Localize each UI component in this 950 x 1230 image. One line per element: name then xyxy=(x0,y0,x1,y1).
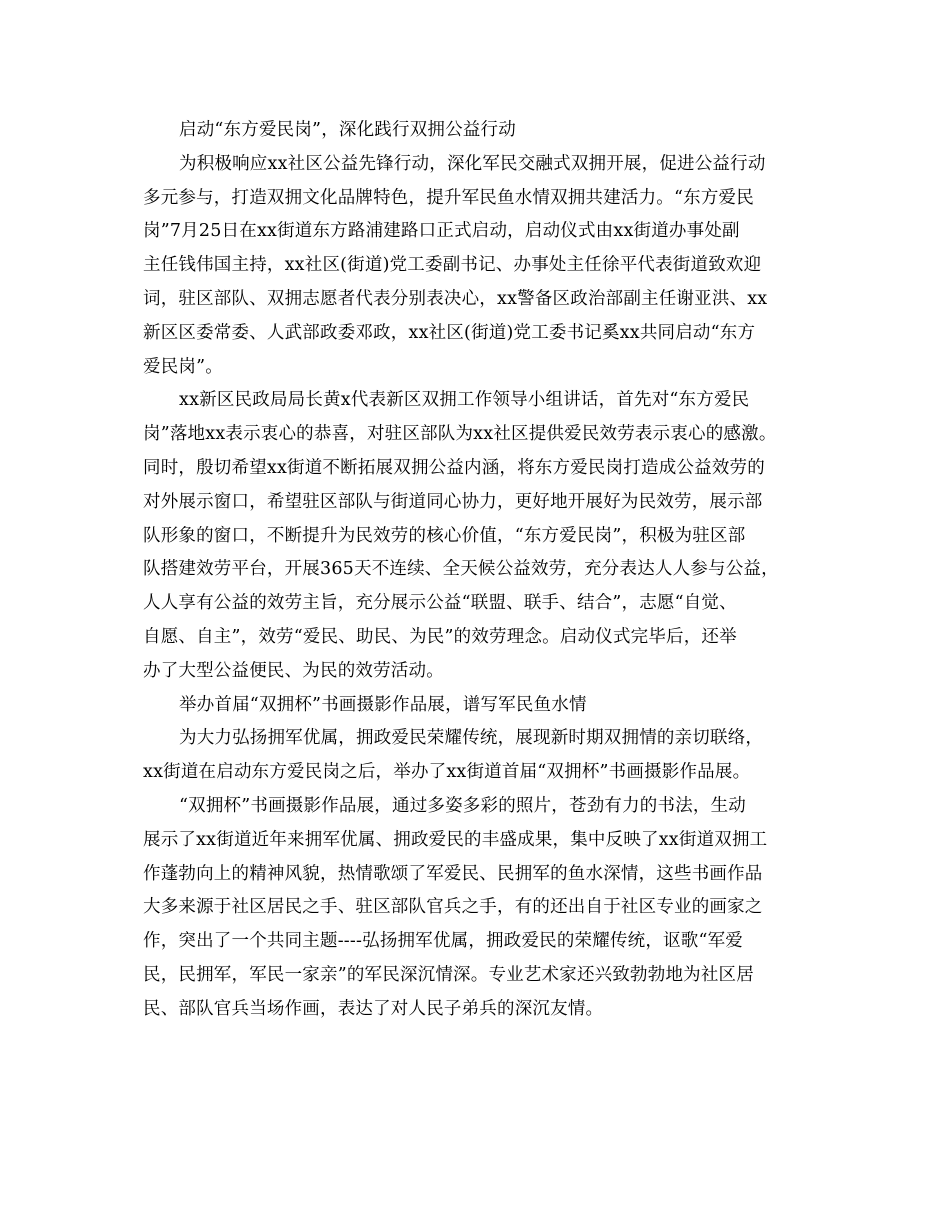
paragraph-line: 岗”7月25日在xx街道东方路浦建路口正式启动，启动仪式由xx街道办事处副 xyxy=(143,221,740,242)
section-heading-2: 举办首届“双拥杯”书画摄影作品展，谱写军民鱼水情 xyxy=(179,694,587,715)
paragraph-line: 词，驻区部队、双拥志愿者代表分别表决心，xx警备区政治部副主任谢亚洪、xx xyxy=(143,288,768,309)
paragraph-line: 自愿、自主”，效劳“爱民、助民、为民”的效劳理念。启动仪式完毕后，还举 xyxy=(143,626,737,647)
paragraph-line: 展示了xx街道近年来拥军优属、拥政爱民的丰盛成果，集中反映了xx街道双拥工 xyxy=(143,829,768,850)
paragraph-line: 大多来源于社区居民之手、驻区部队官兵之手，有的还出自于社区专业的画家之 xyxy=(143,897,763,918)
paragraph-line: 爱民岗”。 xyxy=(143,356,223,377)
paragraph-line: xx新区民政局局长黄x代表新区双拥工作领导小组讲话，首先对“东方爱民 xyxy=(179,390,750,411)
paragraph-line: 对外展示窗口，希望驻区部队与街道同心协力，更好地开展好为民效劳，展示部 xyxy=(143,491,763,512)
section-heading-1: 启动“东方爱民岗”，深化践行双拥公益行动 xyxy=(179,120,516,140)
paragraph-line: 队搭建效劳平台，开展365天不连续、全天候公益效劳，充分表达人人参与公益， xyxy=(143,559,779,580)
paragraph-line: 民、部队官兵当场作画，表达了对人民子弟兵的深沉友情。 xyxy=(143,998,604,1019)
paragraph-line: 民，民拥军，军民一家亲”的军民深沉情深。专业艺术家还兴致勃勃地为社区居 xyxy=(143,964,754,985)
paragraph-line: 新区区委常委、人武部政委邓政，xx社区(街道)党工委书记奚xx共同启动“东方 xyxy=(143,322,756,343)
paragraph-line: 人人享有公益的效劳主旨，充分展示公益“联盟、联手、结合”，志愿“自觉、 xyxy=(143,593,737,614)
paragraph-line: 队形象的窗口，不断提升为民效劳的核心价值，“东方爱民岗”，积极为驻区部 xyxy=(143,525,746,546)
document-body xyxy=(143,114,823,1027)
paragraph-line: 同时，殷切希望xx街道不断拓展双拥公益内涵，将东方爱民岗打造成公益效劳的 xyxy=(143,457,765,478)
paragraph-line: 办了大型公益便民、为民的效劳活动。 xyxy=(143,660,444,681)
paragraph-line: “双拥杯”书画摄影作品展，通过多姿多彩的照片，苍劲有力的书法，生动 xyxy=(179,795,746,816)
paragraph-line: xx街道在启动东方爱民岗之后，举办了xx街道首届“双拥杯”书画摄影作品展。 xyxy=(143,762,751,783)
paragraph-line: 多元参与，打造双拥文化品牌特色，提升军民鱼水情双拥共建活力。“东方爱民 xyxy=(143,187,754,208)
paragraph-line: 岗”落地xx表示衷心的恭喜，对驻区部队为xx社区提供爱民效劳表示衷心的感激。 xyxy=(143,424,777,445)
paragraph-line: 主任钱伟国主持，xx社区(街道)党工委副书记、办事处主任徐平代表街道致欢迎 xyxy=(143,255,762,276)
paragraph-line: 作，突出了一个共同主题----弘扬拥军优属，拥政爱民的荣耀传统，讴歌“军爱 xyxy=(143,931,743,952)
paragraph-line: 作蓬勃向上的精神风貌，热情歌颂了军爱民、民拥军的鱼水深情，这些书画作品 xyxy=(143,863,763,884)
paragraph-line: 为积极响应xx社区公益先锋行动，深化军民交融式双拥开展，促进公益行动 xyxy=(179,153,766,174)
paragraph-line: 为大力弘扬拥军优属，拥政爱民荣耀传统，展现新时期双拥情的亲切联络， xyxy=(179,728,764,749)
